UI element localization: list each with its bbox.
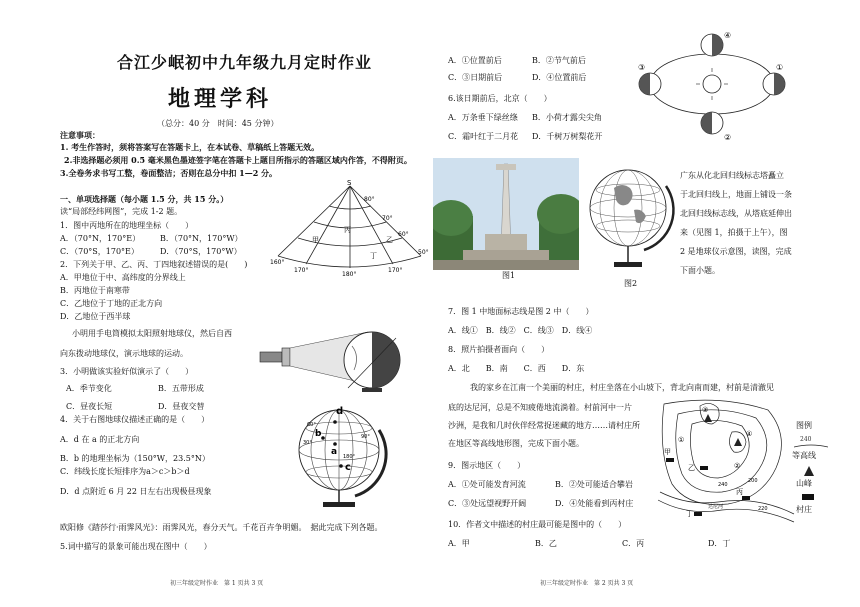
globe-label: 60°: [307, 422, 316, 428]
grid-label-ding: 丁: [370, 252, 377, 260]
question-7-options: A．线① B．线② C．线③ D．线④: [448, 326, 593, 335]
map-village-ding: 丁: [686, 510, 693, 518]
map-point-2: ②: [734, 462, 741, 470]
question-4-option-d: D．d 点附近 6 月 22 日左右出现极昼现象: [60, 487, 212, 496]
question-9-option-b: B．②处可能适合攀岩: [555, 480, 633, 489]
orbit-position-label: ④: [724, 31, 732, 40]
map-contour-label: 240: [718, 482, 728, 488]
notice-heading: 注意事项：: [60, 130, 100, 140]
section-heading: 一、单项选择题（每小题 1.5 分，共 15 分。）: [60, 194, 229, 204]
question-5: 5.词中描写的景象可能出现在图中（ ）: [60, 542, 212, 551]
question-10: 10．作者文中描述的村庄最可能是图中的（ ）: [448, 520, 627, 529]
experiment-text: 小明用手电筒模拟太阳照射地球仪，然后自西: [72, 329, 232, 338]
notice-item: 3.全卷务求书写工整，卷面整洁；否则在总分中扣 1—2 分。: [60, 168, 278, 178]
question-9-option-c: C．③处远望视野开阔: [448, 499, 527, 508]
grid-label: 160°: [270, 259, 285, 266]
question-1: 1．图中丙地所在的地理坐标（ ）: [60, 221, 194, 230]
story-text: 沙洲，是我和几时伙伴经常捉迷藏的地方……请村庄所: [448, 421, 640, 430]
grid-label: 80°: [364, 196, 375, 203]
question-1-option-b: B．（70°N，170°W）: [160, 234, 243, 243]
figure-1-caption: 图1: [502, 271, 516, 280]
flashlight-globe-figure: [256, 326, 406, 398]
legend-title: 图例: [796, 421, 812, 430]
question-6-option-c: C．霜叶红于二月花: [448, 132, 519, 141]
side-text: 下面小题。: [680, 266, 720, 275]
question-6-option-a: A．万条垂下绿丝绦: [448, 113, 518, 122]
globe-label: 30°: [303, 440, 312, 446]
globe-figure-2: [584, 158, 676, 276]
notice-item: 1. 考生作答时，须将答案写在答题卡上，在本试卷、草稿纸上答题无效。: [60, 142, 320, 152]
map-village-yi: 乙: [688, 464, 695, 472]
question-7: 7．图 1 中地面标志线是图 2 中（ ）: [448, 307, 594, 316]
side-text: 北回归线标志线，从塔底延伸出: [680, 209, 792, 218]
orbit-position-label: ①: [776, 63, 784, 72]
legend-contour-value: 240: [800, 436, 812, 443]
grid-label: 60°: [398, 231, 409, 238]
globe-point-a: a: [331, 447, 338, 457]
globe-points-figure: [285, 398, 395, 518]
lat-long-grid-figure: [258, 178, 438, 278]
legend-contour: 等高线: [792, 451, 816, 460]
question-10-option-d: D．丁: [708, 539, 731, 548]
question-8: 8．照片拍摄者面向（ ）: [448, 345, 550, 354]
map-river-label: 达尼河: [708, 504, 724, 510]
page-footer: 初三年级定时作业 第 1 页共 3 页: [170, 580, 264, 587]
question-9-option-a: A．①处可能发育河流: [448, 480, 526, 489]
map-village-jia: 甲: [664, 448, 671, 456]
village-icon: [802, 494, 814, 500]
question-5-option-c: C．③日期前后: [448, 73, 503, 82]
grid-label: 70°: [382, 215, 393, 222]
question-10-option-b: B．乙: [535, 539, 557, 548]
question-2-option-c: C．乙地位于丁地的正北方向: [60, 299, 163, 308]
question-9-option-d: D．④处能看到丙村庄: [555, 499, 634, 508]
map-contour-label: 200: [748, 478, 758, 484]
question-6-option-b: B．小荷才露尖尖角: [532, 113, 602, 122]
orbit-position-label: ②: [724, 133, 732, 142]
globe-label: 180°: [343, 454, 356, 460]
question-intro: 读“局部经纬网图”，完成 1-2 题。: [60, 207, 183, 216]
legend-village: 村庄: [796, 505, 812, 514]
question-5-option-a: A．①位置前后: [448, 56, 502, 65]
question-6-option-d: D．千树万树梨花开: [532, 132, 603, 141]
grid-label-jia: 甲: [312, 236, 319, 244]
side-text: 2 是地球仪示意图，读图，完成: [680, 247, 792, 256]
question-4-option-a: A．d 在 a 的正北方向: [60, 435, 140, 444]
grid-label: 170°: [388, 267, 403, 274]
earth-orbit-figure: [638, 28, 786, 144]
score-info: （总分：40 分 时间：45 分钟）: [157, 119, 279, 128]
grid-label-yi: 乙: [386, 236, 393, 244]
notice-item: 2.非选择题必须用 0.5 毫米黑色墨迹签字笔在答题卡上题目所指示的答题区域内作答，不得附页。: [64, 155, 412, 165]
map-point-1: ①: [678, 436, 685, 444]
story-text: 我的家乡在江南一个美丽的村庄，村庄坐落在小山坡下，背北向南而建，村前是清澈见: [470, 383, 774, 392]
legend-peak: 山峰: [796, 479, 812, 488]
page-footer: 初三年级定时作业 第 2 页共 3 页: [540, 580, 634, 587]
grid-label: 50°: [418, 249, 429, 256]
question-4-option-c: C．纬线长度长短排序为a＞c＞b＞d: [60, 467, 190, 476]
question-3: 3．小明做该实验好似演示了（ ）: [60, 367, 194, 376]
question-5-option-d: D．④位置前后: [532, 73, 587, 82]
school-title: 合江少岷初中九年级九月定时作业: [117, 53, 373, 72]
map-point-3: ③: [702, 406, 709, 414]
map-legend: [790, 420, 832, 520]
globe-point-d: d: [336, 406, 344, 417]
grid-label: 180°: [342, 271, 357, 278]
question-10-option-a: A．甲: [448, 539, 470, 548]
map-contour-label: 220: [758, 506, 768, 512]
question-8-options: A．北 B．南 C．西 D．东: [448, 364, 585, 373]
question-2-option-a: A．甲地位于中、高纬度的分界线上: [60, 273, 186, 282]
contour-map-figure: [658, 396, 796, 526]
question-2-option-d: D．乙地位于西半球: [60, 312, 131, 321]
question-2-option-b: B．丙地位于南寒带: [60, 286, 130, 295]
question-3-option-c: C．昼夜长短: [66, 402, 113, 411]
tower-photo: [433, 158, 579, 270]
question-3-option-a: A．季节变化: [66, 384, 112, 393]
side-text: 来（见图 1，拍摄于上午），图: [680, 228, 788, 237]
figure-2-caption: 图2: [624, 279, 638, 288]
question-2: 2．下列关于甲、乙、丙、丁四地叙述错误的是( ): [60, 260, 248, 269]
question-1-option-a: A．（70°N，170°E）: [60, 234, 141, 243]
map-point-4: ④: [746, 430, 753, 438]
map-village-bing: 丙: [736, 488, 743, 496]
question-10-option-c: C．丙: [622, 539, 645, 548]
grid-label: 170°: [294, 267, 309, 274]
subject-title: 地理学科: [168, 86, 273, 112]
question-1-option-d: D．（70°S，170°W）: [160, 247, 242, 256]
poem-text: 欧阳修《踏莎行·雨霁风光》：雨霁风光，春分天气。千花百卉争明媚。 据此完成下列各题。: [60, 523, 383, 532]
grid-label-bing: 丙: [344, 226, 351, 234]
question-4-option-b: B．b 的地理坐标为（150°W，23.5°N）: [60, 454, 210, 463]
globe-point-b: b: [315, 429, 322, 439]
question-3-option-b: B．五带形成: [158, 384, 204, 393]
question-3-option-d: D．昼夜交替: [158, 402, 205, 411]
globe-label: 90°: [361, 434, 370, 440]
story-text: 底的达尼河，总是不知疲倦地流淌着。村前河中一片: [448, 403, 632, 412]
side-text: 广东从化北回归线标志塔矗立: [680, 171, 784, 180]
orbit-position-label: ③: [638, 63, 646, 72]
question-5-option-b: B．②节气前后: [532, 56, 586, 65]
question-9: 9．图示地区（ ）: [448, 461, 526, 470]
globe-point-c: c: [345, 462, 351, 473]
peak-icon: [804, 466, 814, 476]
story-text: 在地区等高线地形图，完成下面小题。: [448, 439, 584, 448]
experiment-text: 向东拨动地球仪，演示地球的运动。: [60, 349, 188, 358]
question-6: 6.该日期前后，北京（ ）: [448, 94, 552, 103]
grid-label: S: [347, 179, 352, 187]
side-text: 于北回归线上，地面上铺设一条: [680, 190, 792, 199]
question-1-option-c: C．（70°S，170°E）: [60, 247, 139, 256]
question-4: 4．关于右图地球仪描述正确的是（ ）: [60, 415, 210, 424]
